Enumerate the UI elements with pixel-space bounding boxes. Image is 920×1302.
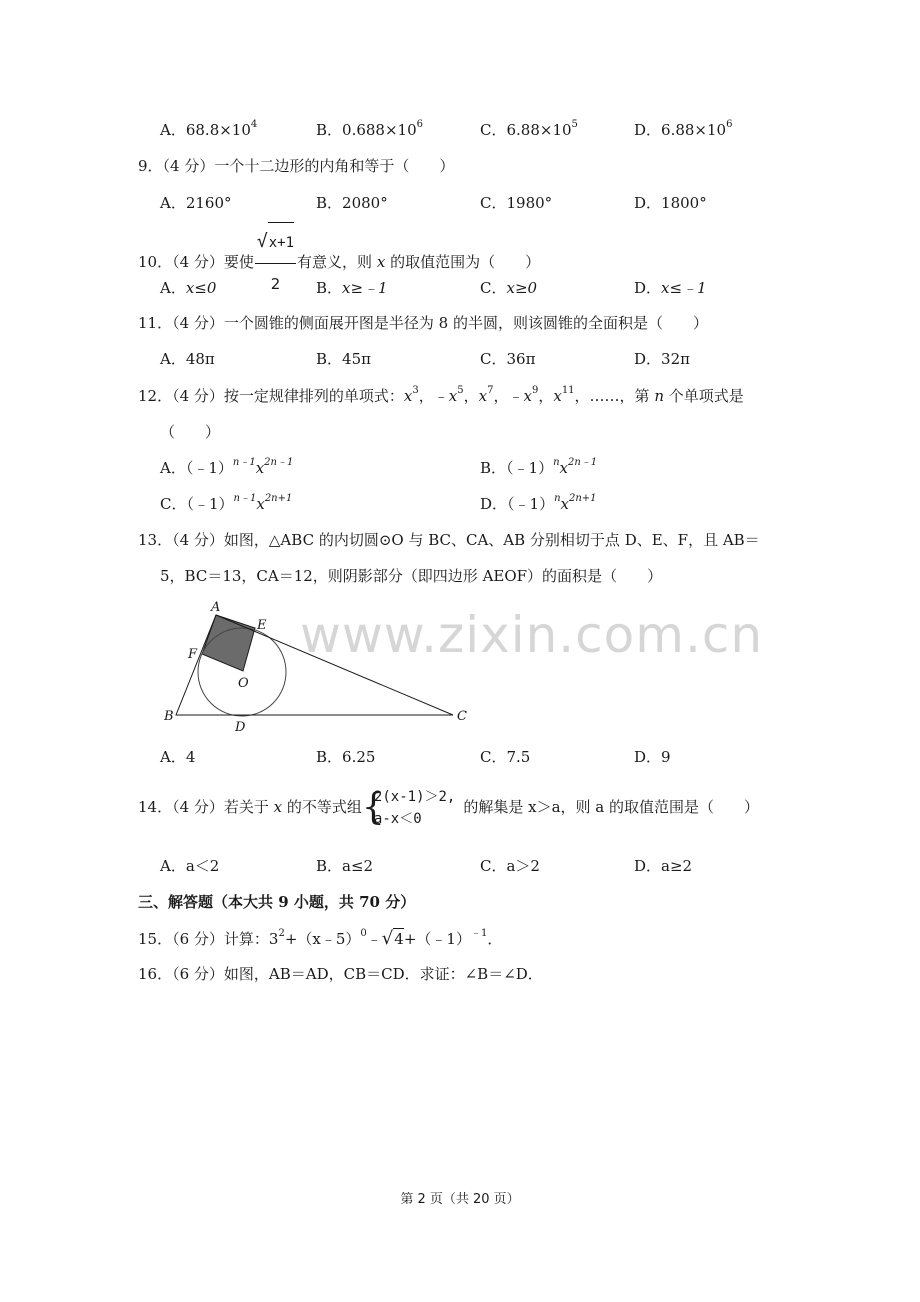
q11-option-c: C．36π	[480, 350, 536, 368]
q11-option-d: D．32π	[634, 350, 690, 368]
label-b: B	[164, 709, 174, 724]
q12-options-row2	[160, 494, 800, 514]
label-c: C	[457, 709, 467, 724]
q14-option-d: D．a≥2	[634, 857, 693, 875]
q11-option-a: A．48π	[160, 350, 215, 368]
q13-option-c: C．7.5	[480, 748, 531, 766]
q8-options	[160, 120, 800, 140]
q14-option-c: C．a＞2	[480, 857, 540, 875]
q9-option-d: D．1800°	[634, 194, 707, 212]
q8-option-c: C．$6.88\times 10^5$	[480, 119, 578, 139]
watermark: www.zixin.com.cn	[300, 606, 764, 664]
q11-option-b: B．45π	[316, 350, 371, 368]
q10-option-b: B．x≥﹣1	[316, 279, 388, 297]
q8-option-d: D．$6.88\times 10^6$	[634, 119, 733, 139]
q12-paren: （ ）	[160, 423, 221, 441]
q8-option-b: B．$0.688\times 10^6$	[316, 119, 424, 139]
q13-option-d: D．9	[634, 748, 671, 766]
q14-inequality-system: { 2(x-1)＞2, a-x＜0	[361, 787, 456, 828]
page-footer: 第 2 页（共 20 页）	[400, 1192, 520, 1207]
q10-stem: 10．（4 分）要使 $\frac{√x+1}{2}$ 有意义，则 x 的取值范围为（ ）	[138, 222, 540, 304]
q11-stem: 11．（4 分）一个圆锥的侧面展开图是半径为 8 的半圆，则该圆锥的全面积是（ ）	[138, 314, 708, 332]
q11-options	[160, 349, 800, 369]
q9-options	[160, 193, 800, 213]
q10-fraction: $\frac{√x+1}{2}$	[255, 222, 296, 304]
section-heading: 三、解答题（本大共 9 小题，共 70 分）	[138, 893, 416, 911]
q12-options-row1	[160, 458, 800, 478]
q9-option-a: A．2160°	[160, 194, 232, 212]
label-o: O	[238, 676, 249, 691]
shaded-quadrilateral-aeof	[202, 615, 255, 671]
q12-option-c: C．$(﹣1)^{n﹣1}x^{2n+1}$	[160, 493, 293, 513]
q13-options	[160, 747, 800, 767]
q12-option-d: D．$(﹣1)^nx^{2n+1}$	[480, 493, 597, 513]
label-d: D	[235, 720, 246, 735]
q16-stem: 16．（6 分）如图，AB＝AD，CB＝CD．求证：∠B＝∠D．	[138, 965, 543, 983]
q12-option-a: A．$(﹣1)^{n﹣1}x^{2n﹣1}$	[160, 457, 294, 477]
label-f: F	[188, 647, 198, 662]
q13-stem-line1: 13．（4 分）如图，△ABC 的内切圆⊙O 与 BC、CA、AB 分别相切于点 D、E、F，且 AB＝	[138, 531, 760, 549]
q15-stem: 15．（6 分）计算：$3^2+(x﹣5)^0﹣√4+(﹣1)^{﹣1}$．	[138, 928, 503, 949]
q10-option-c: C．x≥0	[480, 279, 538, 297]
q9-option-b: B．2080°	[316, 194, 388, 212]
label-a: A	[211, 600, 221, 615]
q9-option-c: C．1980°	[480, 194, 553, 212]
q13-option-b: B．6.25	[316, 748, 376, 766]
q8-option-a: A．$68.8\times 10^4$	[160, 119, 258, 139]
q13-option-a: A．4	[160, 748, 196, 766]
q13-figure	[160, 595, 480, 735]
q12-option-b: B．$(﹣1)^nx^{2n﹣1}$	[480, 457, 598, 477]
q14-option-a: A．a＜2	[160, 857, 220, 875]
q14-stem: 14．（4 分）若关于 x 的不等式组 { 2(x-1)＞2, a-x＜0 的解集是 x＞a，则 a 的取值范围是（ ）	[138, 787, 760, 828]
q10-options	[160, 278, 800, 298]
q10-option-a: A．x≤0	[160, 279, 217, 297]
q10-option-d: D．x≤﹣1	[634, 279, 707, 297]
label-e: E	[257, 618, 267, 633]
q14-options	[160, 856, 800, 876]
q14-option-b: B．a≤2	[316, 857, 374, 875]
q9-stem: 9．（4 分）一个十二边形的内角和等于（ ）	[138, 157, 455, 175]
q13-stem-line2: 5，BC＝13，CA＝12，则阴影部分（即四边形 AEOF）的面积是（ ）	[160, 567, 663, 585]
q12-stem: 12．（4 分）按一定规律排列的单项式：$x^3$，$﹣x^5$，$x^7$，$﹣x^9$，$x^{11}$，……，第 n 个单项式是	[138, 385, 744, 405]
